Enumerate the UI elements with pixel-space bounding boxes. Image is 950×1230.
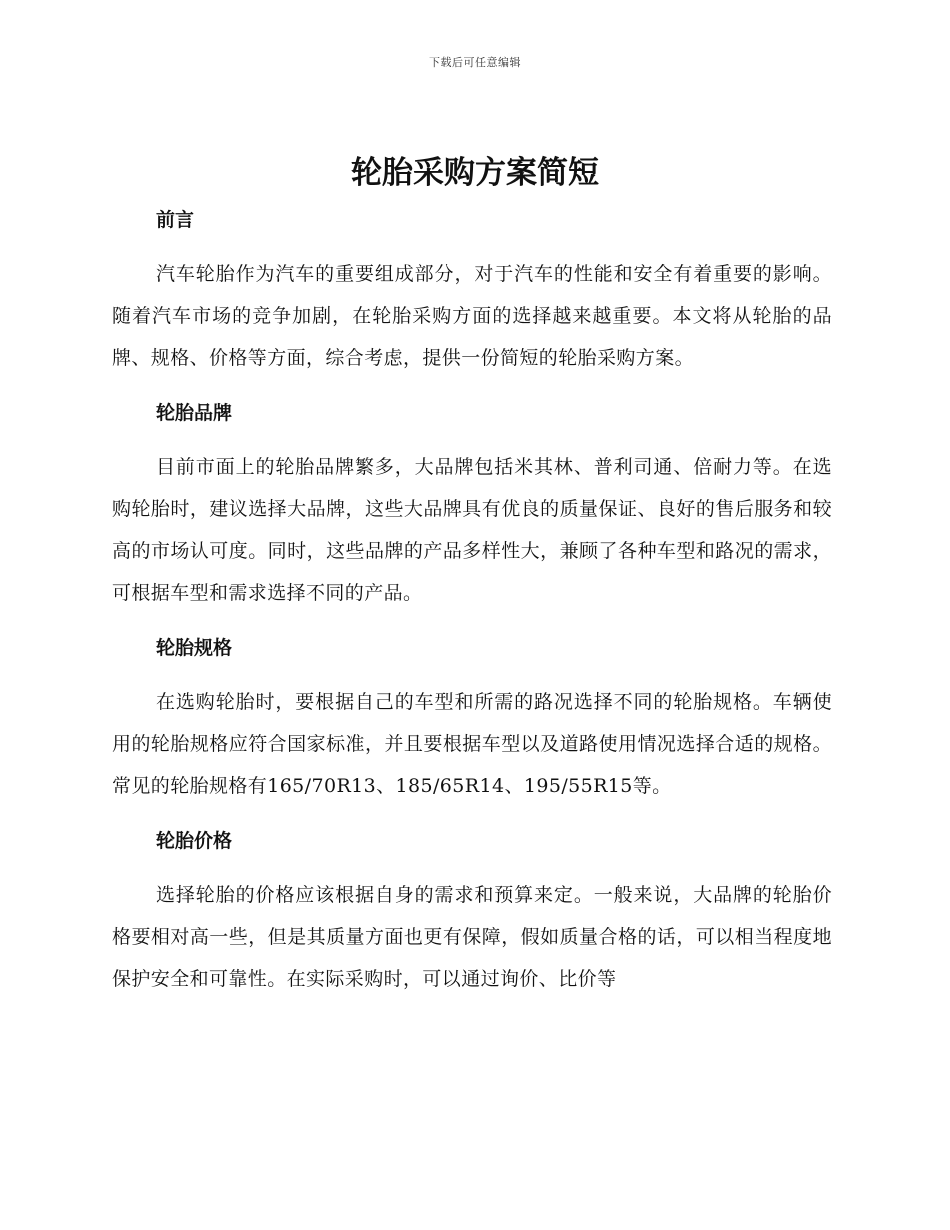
- section-paragraph-specification: 在选购轮胎时，要根据自己的车型和所需的路况选择不同的轮胎规格。车辆使用的轮胎规格应符合国家标准，并且要根据车型以及道路使用情况选择合适的规格。常见的轮胎规格有165/70R13、185/65R14、195/55R15等。: [112, 691, 832, 797]
- document-body: [112, 200, 832, 1000]
- section-heading-preface: 前言: [156, 209, 195, 231]
- header-note: 下载后可任意编辑: [429, 56, 521, 69]
- section-preface: [112, 200, 832, 393]
- section-specification: [112, 628, 832, 821]
- section-heading-brand: 轮胎品牌: [156, 402, 233, 424]
- section-price: [112, 821, 832, 1000]
- section-heading-price: 轮胎价格: [156, 830, 233, 852]
- document-title: 轮胎采购方案简短: [351, 155, 599, 191]
- section-paragraph-preface: 汽车轮胎作为汽车的重要组成部分，对于汽车的性能和安全有着重要的影响。随着汽车市场的竞争加剧，在轮胎采购方面的选择越来越重要。本文将从轮胎的品牌、规格、价格等方面，综合考虑，提供一份简短的轮胎采购方案。: [112, 263, 832, 369]
- section-paragraph-price: 选择轮胎的价格应该根据自身的需求和预算来定。一般来说，大品牌的轮胎价格要相对高一些，但是其质量方面也更有保障，假如质量合格的话，可以相当程度地保护安全和可靠性。在实际采购时，可以通过询价、比价等: [112, 884, 832, 990]
- section-heading-specification: 轮胎规格: [156, 637, 233, 659]
- section-paragraph-brand: 目前市面上的轮胎品牌繁多，大品牌包括米其林、普利司通、倍耐力等。在选购轮胎时，建议选择大品牌，这些大品牌具有优良的质量保证、良好的售后服务和较高的市场认可度。同时，这些品牌的产品多样性大，兼顾了各种车型和路况的需求，可根据车型和需求选择不同的产品。: [112, 456, 832, 604]
- section-brand: [112, 393, 832, 628]
